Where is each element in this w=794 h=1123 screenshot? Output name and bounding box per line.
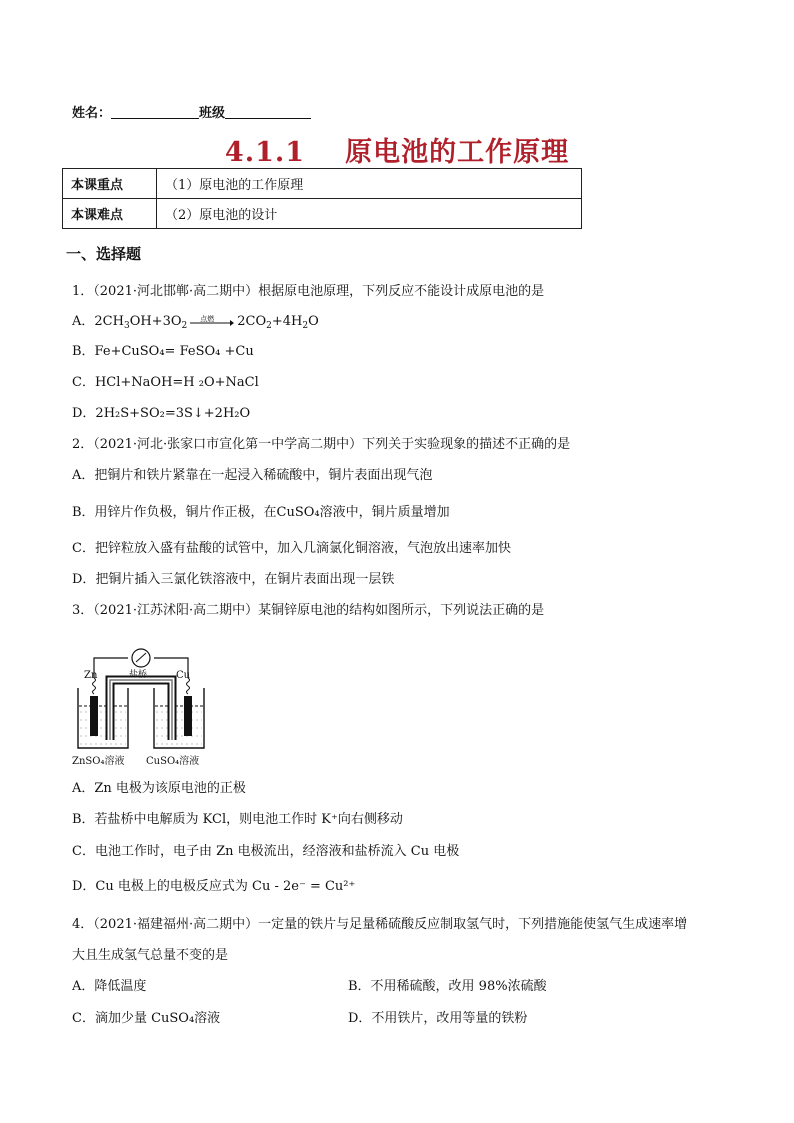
key-point-label: 本课重点	[63, 169, 157, 199]
reaction-arrow-icon	[190, 314, 234, 327]
q2-option-a: A．把铜片和铁片紧靠在一起浸入稀硫酸中，铜片表面出现气泡	[72, 468, 433, 483]
lesson-title: 原电池的工作原理	[345, 137, 570, 168]
q2-option-b: B．用锌片作负极，铜片作正极，在CuSO₄溶液中，铜片质量增加	[72, 505, 450, 520]
q1-option-c: C．HCl+NaOH=H ₂O+NaCl	[72, 375, 259, 390]
q1-option-b: B．Fe+CuSO₄= FeSO₄ +Cu	[72, 344, 254, 359]
q2-stem: 2．（2021·河北·张家口市宣化第一中学高二期中）下列关于实验现象的描述不正确的是	[72, 437, 571, 452]
q4-option-d: D．不用铁片，改用等量的铁粉	[348, 1011, 528, 1026]
class-label: 班级	[199, 106, 226, 121]
difficulty-label: 本课难点	[63, 199, 157, 229]
q4-stem-line-1: 4．（2021·福建福州·高二期中）一定量的铁片与足量稀硫酸反应制取氢气时，下列措施能使氢气生成速率增	[72, 917, 688, 932]
lesson-number: 4.1.1	[224, 137, 306, 168]
q2-option-d: D．把铜片插入三氯化铁溶液中，在铜片表面出现一层铁	[72, 572, 395, 587]
q1-option-d: D．2H₂S+SO₂=3S↓+2H₂O	[72, 406, 251, 421]
section-heading: 一、选择题	[66, 245, 142, 263]
student-info-row	[72, 102, 311, 121]
name-blank[interactable]	[111, 106, 199, 119]
q2-option-c: C．把锌粒放入盛有盐酸的试管中，加入几滴氯化铜溶液，气泡放出速率加快	[72, 541, 511, 556]
class-blank[interactable]	[225, 106, 311, 119]
q1-stem: 1．（2021·河北邯郸·高二期中）根据原电池原理，下列反应不能设计成原电池的是	[72, 284, 545, 299]
znso4-solution-label: ZnSO₄溶液	[72, 756, 125, 767]
q3-option-a: A．Zn 电极为该原电池的正极	[72, 781, 246, 796]
page-title	[0, 130, 794, 169]
table-row	[63, 199, 582, 229]
cuso4-solution-label: CuSO₄溶液	[146, 756, 200, 767]
zn-electrode-label: Zn	[84, 670, 98, 681]
name-label: 姓名：	[72, 106, 112, 121]
q4-stem-line-2: 大且生成氢气总量不变的是	[72, 948, 229, 963]
q4-option-a: A．降低温度	[72, 979, 147, 994]
key-points-table	[62, 168, 582, 229]
key-point-value: （1）原电池的工作原理	[157, 169, 582, 199]
difficulty-value: （2）原电池的设计	[157, 199, 582, 229]
q3-stem: 3．（2021·江苏沭阳·高二期中）某铜锌原电池的结构如图所示，下列说法正确的是	[72, 603, 545, 618]
q4-option-c: C．滴加少量 CuSO₄溶液	[72, 1011, 221, 1026]
q3-option-d: D．Cu 电极上的电极反应式为 Cu - 2e⁻ = Cu²⁺	[72, 879, 356, 894]
q1-option-a: A．$2CH_3OH+3O_2$ 点燃 $2CO_2+4H_2O$	[72, 313, 319, 335]
q3-option-c: C．电池工作时，电子由 Zn 电极流出，经溶液和盐桥流入 Cu 电极	[72, 844, 460, 859]
cu-electrode-label: Cu	[176, 670, 191, 681]
salt-bridge-label: 盐桥	[129, 670, 148, 680]
q3-option-b: B．若盐桥中电解质为 KCl，则电池工作时 K⁺向右侧移动	[72, 812, 403, 827]
reaction-condition: 点燃	[200, 314, 215, 323]
table-row	[63, 169, 582, 199]
q4-option-b: B．不用稀硫酸，改用 98%浓硫酸	[348, 979, 547, 994]
galvanic-cell-diagram	[66, 640, 216, 770]
